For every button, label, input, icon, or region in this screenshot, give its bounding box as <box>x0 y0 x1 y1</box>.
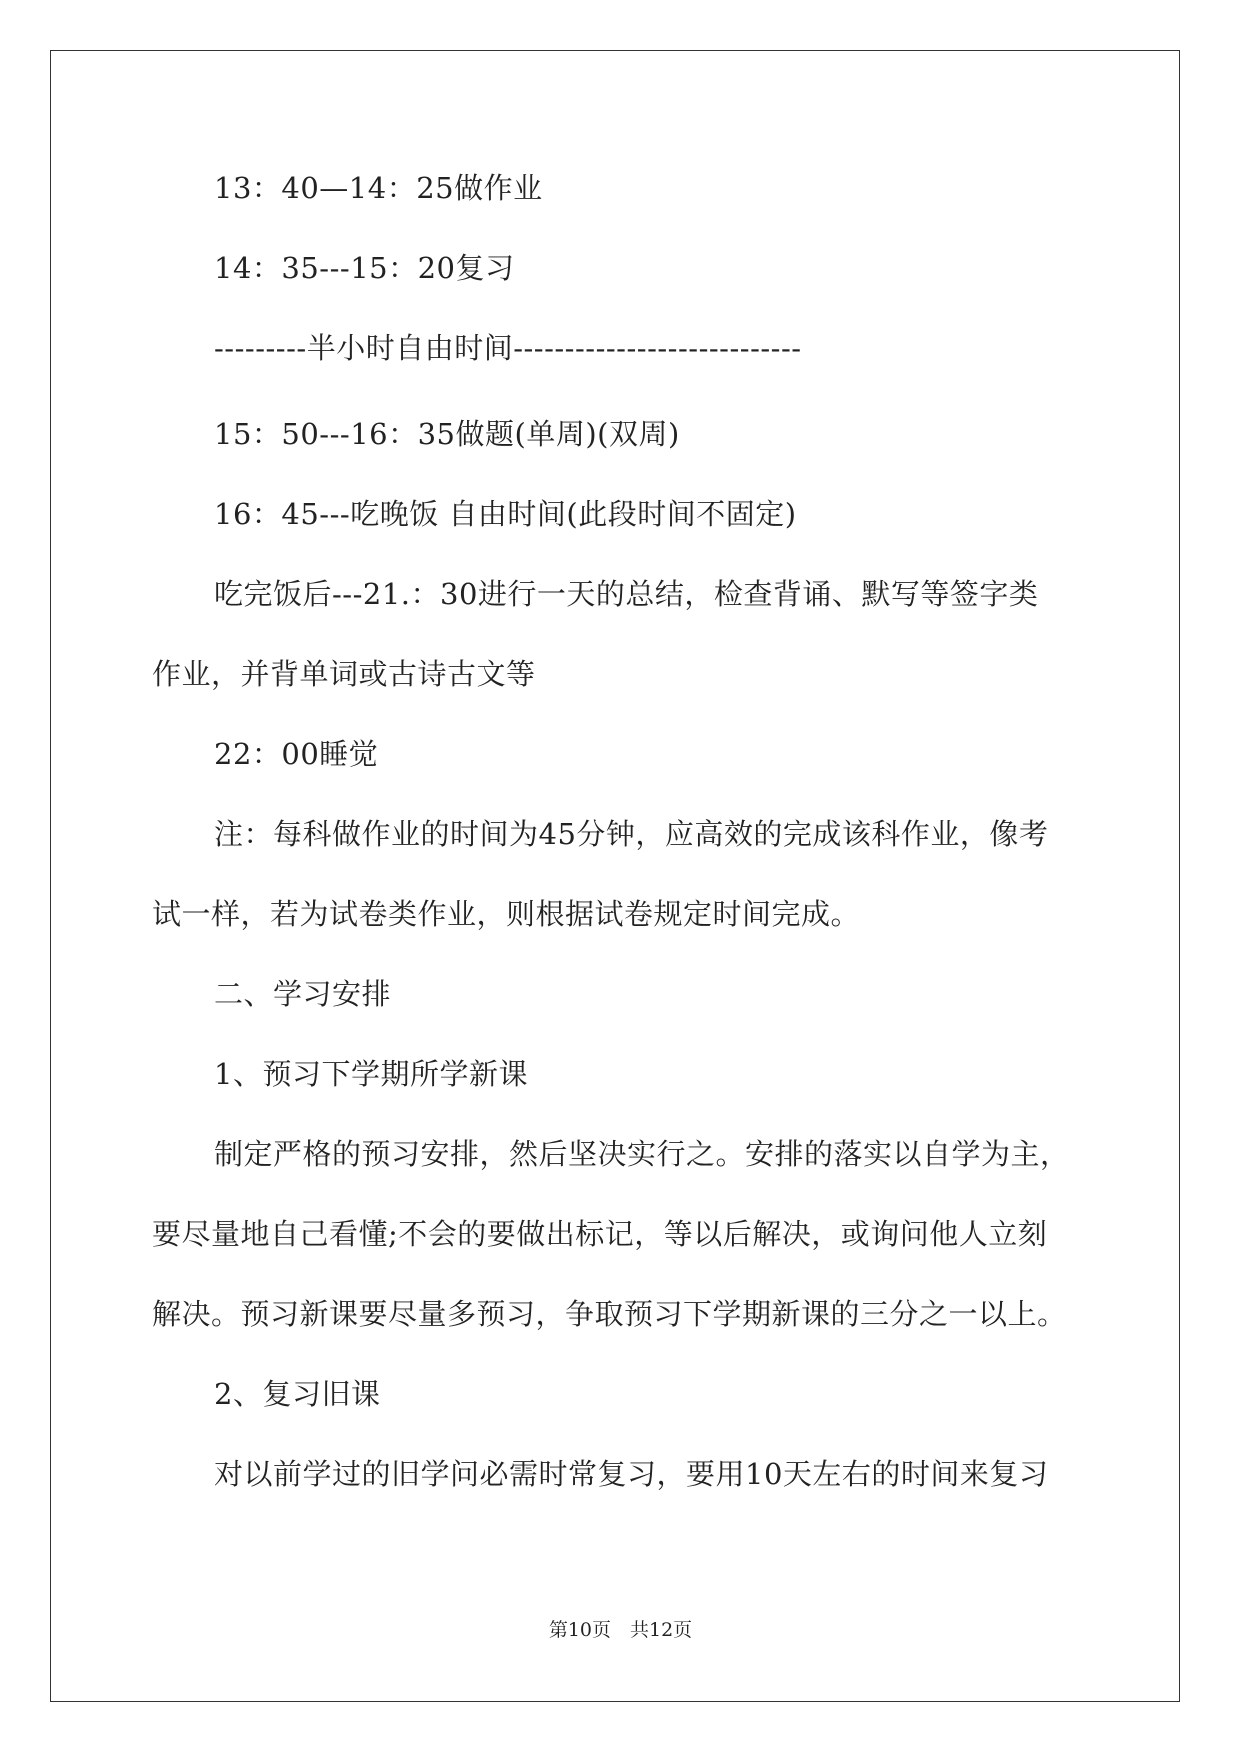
schedule-line-review: 14：35---15：20复习 <box>214 251 515 285</box>
schedule-divider-free-time: ---------半小时自由时间---------------------------- <box>214 331 802 365</box>
review-paragraph: 对以前学过的旧学问必需时常复习，要用10天左右的时间来复习 <box>214 1457 1049 1491</box>
note-paragraph: 注：每科做作业的时间为45分钟，应高效的完成该科作业，像考 <box>214 817 1049 851</box>
preview-paragraph-cont-1: 要尽量地自己看懂;不会的要做出标记，等以后解决，或询问他人立刻 <box>152 1217 1048 1251</box>
subheading-review-old-lessons: 2、复习旧课 <box>214 1377 381 1411</box>
subheading-preview-new-lessons: 1、预习下学期所学新课 <box>214 1057 528 1091</box>
schedule-line-sleep: 22：00睡觉 <box>214 737 379 771</box>
schedule-line-summary-cont: 作业，并背单词或古诗古文等 <box>152 657 536 691</box>
schedule-line-exercises: 15：50---16：35做题(单周)(双周) <box>214 417 680 451</box>
note-paragraph-cont: 试一样，若为试卷类作业，则根据试卷规定时间完成。 <box>152 897 861 931</box>
preview-paragraph: 制定严格的预习安排，然后坚决实行之。安排的落实以自学为主， <box>214 1137 1070 1171</box>
schedule-line-homework: 13：40—14：25做作业 <box>214 171 543 205</box>
page-number-footer: 第10页 共12页 <box>548 1619 693 1641</box>
schedule-line-summary: 吃完饭后---21.：30进行一天的总结，检查背诵、默写等签字类 <box>214 577 1039 611</box>
schedule-line-dinner: 16：45---吃晚饭 自由时间(此段时间不固定) <box>214 497 797 531</box>
section-heading-study-plan: 二、学习安排 <box>214 977 392 1011</box>
preview-paragraph-cont-2: 解决。预习新课要尽量多预习，争取预习下学期新课的三分之一以上。 <box>152 1297 1067 1331</box>
